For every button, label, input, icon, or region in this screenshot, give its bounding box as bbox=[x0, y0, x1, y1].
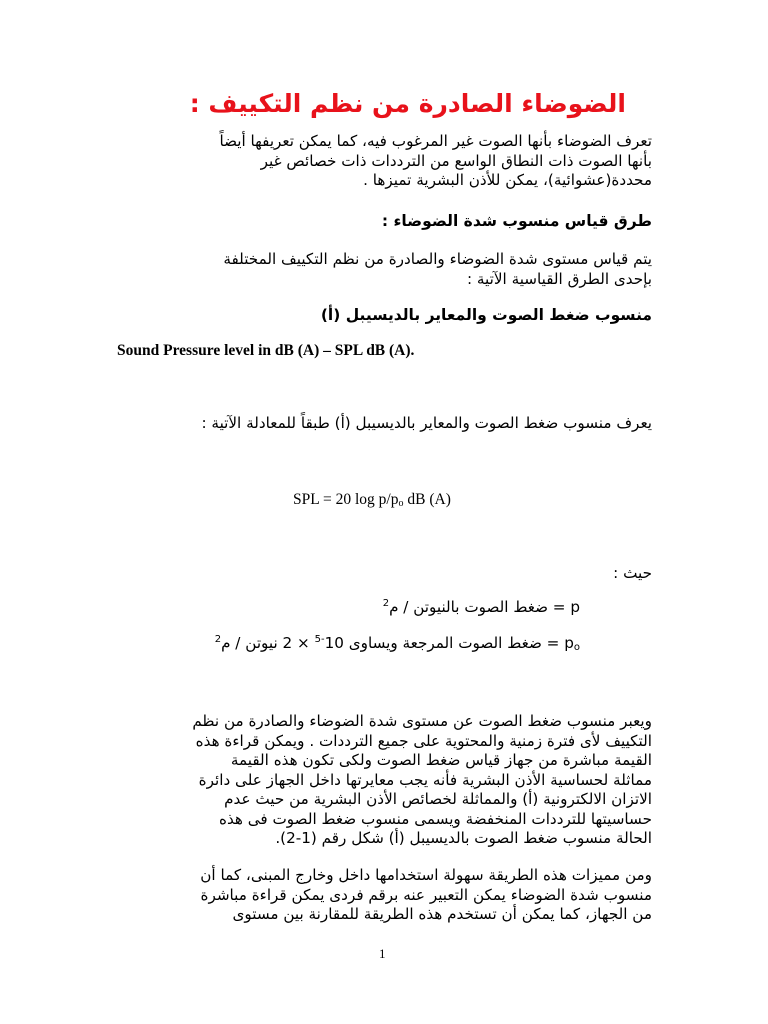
exponent: -5 bbox=[314, 634, 325, 645]
methods-paragraph bbox=[107, 250, 652, 289]
text-line: حساسيتها للترددات المنخفضة ويسمى منسوب ضغط الصوت فى هذه bbox=[219, 809, 652, 828]
spl-heading-english: Sound Pressure level in dB (A) – SPL dB (A). bbox=[117, 342, 415, 359]
text-line: الحالة منسوب ضغط الصوت بالديسيبل (أ) شكل رقم (1-2). bbox=[275, 829, 652, 847]
text-line: الاتزان الالكترونية (أ) والمماثلة لخصائص الأذن البشرية من حيث عدم bbox=[224, 790, 652, 808]
text-line: القيمة مباشرة من جهاز قياس ضغط الصوت ولكى تكون هذه القيمة bbox=[230, 751, 652, 769]
text-line: التكييف لأى فترة زمنية والمحتوية على جميع الترددات . ويمكن قراءة هذه bbox=[195, 731, 652, 750]
formula-subscript: o bbox=[398, 498, 404, 509]
page-number: 1 bbox=[379, 946, 386, 961]
subscript: o bbox=[573, 642, 580, 653]
exponent: 2 bbox=[382, 598, 390, 609]
intro-paragraph bbox=[107, 132, 652, 191]
page-title: الضوضاء الصادرة من نظم التكييف : bbox=[189, 89, 626, 118]
formula-right: dB (A) bbox=[403, 491, 451, 508]
definition-po bbox=[215, 634, 580, 653]
text-line: مماثلة لحساسية الأذن البشرية فأنه يجب معايرتها داخل الجهاز على دائرة bbox=[198, 770, 652, 789]
text-line: ويعبر منسوب ضغط الصوت عن مستوى شدة الضوضاء والصادرة من نظم bbox=[192, 712, 652, 730]
symbol-p: p bbox=[570, 598, 580, 616]
text-line: بأنها الصوت ذات النطاق الواسع من الترددات ذات خصائص غير bbox=[260, 151, 652, 170]
body-paragraph bbox=[107, 712, 652, 849]
text-line: منسوب شدة الضوضاء يمكن التعبير عنه برقم فردى يمكن قراءة مباشرة bbox=[200, 885, 652, 904]
formula-left: SPL = 20 log p/p bbox=[293, 491, 399, 508]
definition-po-text: × 2 نيوتن / م bbox=[221, 634, 310, 652]
text-line: ومن مميزات هذه الطريقة سهولة استخدامها داخل وخارج المبنى، كما أن bbox=[200, 866, 652, 884]
body-paragraph bbox=[107, 866, 652, 925]
spl-heading-arabic: منسوب ضغط الصوت والمعاير بالديسيبل (أ) bbox=[320, 306, 652, 324]
text-line: من الجهاز، كما يمكن أن تستخدم هذه الطريقة للمقارنة بين مستوى bbox=[232, 905, 652, 923]
methods-heading: طرق قياس منسوب شدة الضوضاء : bbox=[381, 212, 652, 230]
exponent: 2 bbox=[214, 634, 222, 645]
definition-p bbox=[383, 598, 580, 616]
text-line: يتم قياس مستوى شدة الضوضاء والصادرة من نظم التكييف المختلفة bbox=[223, 250, 652, 268]
spl-formula bbox=[293, 491, 451, 509]
where-label: حيث : bbox=[613, 564, 652, 582]
definition-p-text: = ضغط الصوت بالنيوتن / م bbox=[389, 598, 566, 616]
text-line: محددة(عشوائية)، يمكن للأذن البشرية تميزها . bbox=[363, 171, 652, 189]
text-line: بإحدى الطرق القياسية الآتية : bbox=[466, 269, 652, 288]
definition-po-text: = ضغط الصوت المرجعة ويساوى 10 bbox=[324, 634, 560, 652]
definition-line: يعرف منسوب ضغط الصوت والمعاير بالديسيبل (أ) طبقاً للمعادلة الآتية : bbox=[201, 414, 652, 432]
symbol-p: p bbox=[564, 634, 574, 652]
text-line: تعرف الضوضاء بأنها الصوت غير المرغوب فيه، كما يمكن تعريفها أيضاً bbox=[219, 132, 652, 150]
